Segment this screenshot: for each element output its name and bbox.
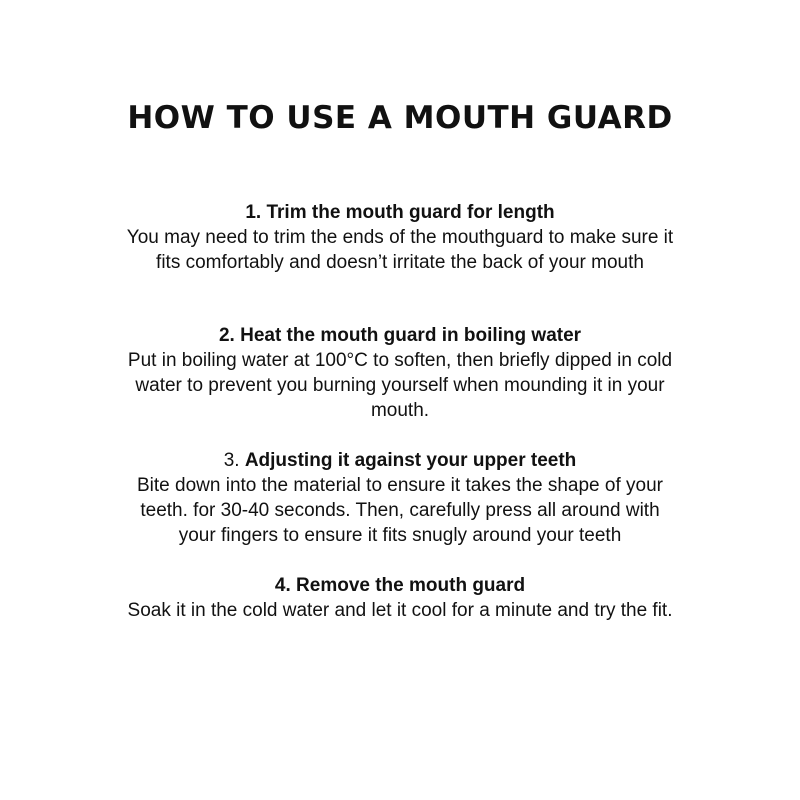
page-title: HOW TO USE A MOUTH GUARD (127, 100, 673, 136)
step-body (80, 225, 720, 275)
step-number: 4. (274, 575, 291, 596)
step-body (80, 348, 720, 423)
step-body-line: Put in boiling water at 100°C to soften, then briefly dipped in cold (127, 350, 673, 371)
step-body-line: fits comfortably and doesn’t irritate the back of your mouth (156, 252, 644, 273)
step-body (80, 598, 720, 623)
step-body-line: mouth. (370, 400, 430, 421)
step-heading (80, 200, 720, 225)
step-body-line: water to prevent you burning yourself when mounding it in your (135, 375, 665, 396)
step-title: Heat the mouth guard in boiling water (240, 325, 582, 346)
step-title: Remove the mouth guard (296, 575, 526, 596)
step-1 (80, 200, 720, 275)
step-body-line: teeth. for 30-40 seconds. Then, carefully press all around with (140, 500, 660, 521)
step-title: Trim the mouth guard for length (266, 202, 555, 223)
step-number: 2. (218, 325, 235, 346)
step-2 (80, 323, 720, 423)
step-body-line: Soak it in the cold water and let it cool for a minute and try the fit. (127, 600, 673, 621)
step-4 (80, 573, 720, 623)
step-heading (80, 573, 720, 598)
step-body (80, 473, 720, 548)
step-body-line: You may need to trim the ends of the mouthguard to make sure it (126, 227, 674, 248)
step-3 (80, 448, 720, 548)
step-body-line: Bite down into the material to ensure it takes the shape of your (137, 475, 663, 496)
step-number: 3. (223, 450, 240, 471)
step-number: 1. (245, 202, 262, 223)
step-body-line: your fingers to ensure it fits snugly around your teeth (178, 525, 622, 546)
step-heading (80, 323, 720, 348)
step-title: Adjusting it against your upper teeth (244, 450, 577, 471)
step-heading (80, 448, 720, 473)
